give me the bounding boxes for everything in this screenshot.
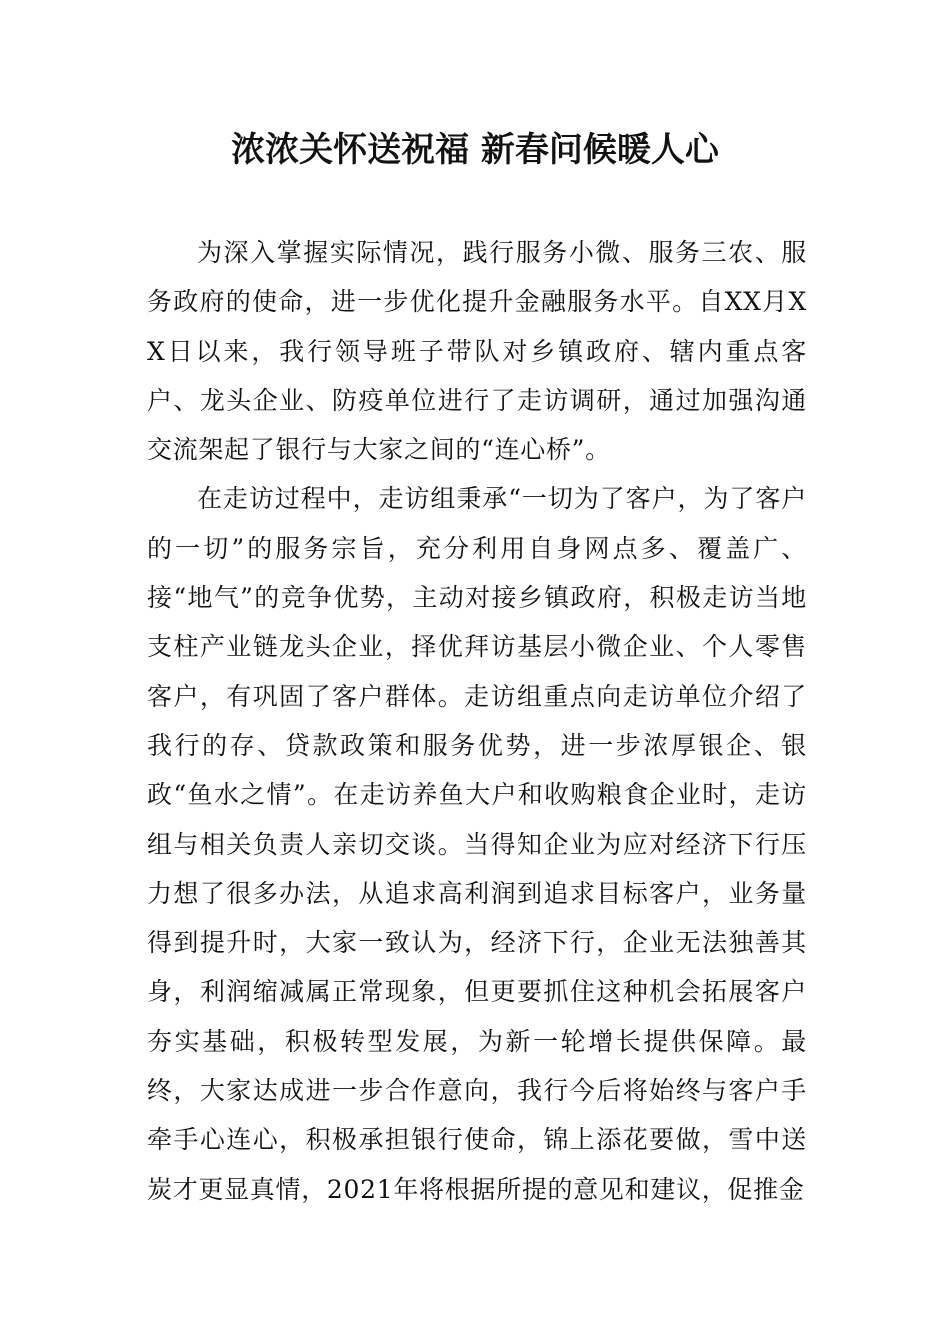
- document-title: 浓浓关怀送祝福 新春问候暖人心: [231, 130, 719, 170]
- document-body: [147, 228, 807, 1214]
- paragraph-1: 为深入掌握实际情况，践行服务小微、服务三农、服务政府的使命，进一步优化提升金融服务水平。自XX月XX日以来，我行领导班子带队对乡镇政府、辖内重点客户、龙头企业、防疫单位进行了走访调研，通过加强沟通交流架起了银行与大家之间的“连心桥”。: [147, 238, 807, 465]
- paragraph-2: 在走访过程中，走访组秉承“一切为了客户，为了客户的一切”的服务宗旨，充分利用自身网点多、覆盖广、接“地气”的竞争优势，主动对接乡镇政府，积极走访当地支柱产业链龙头企业，择优拜访基层小微企业、个人零售客户，有巩固了客户群体。走访组重点向走访单位介绍了我行的存、贷款政策和服务优势，进一步浓厚银企、银政“鱼水之情”。在走访养鱼大户和收购粮食企业时，走访组与相关负责人亲切交谈。当得知企业为应对经济下行压力想了很多办法，从追求高利润到追求目标客户，业务量得到提升时，大家一致认为，经济下行，企业无法独善其身，利润缩减属正常现象，但更要抓住这种机会拓展客户夯实基础，积极转型发展，为新一轮增长提供保障。最终，大家达成进一步合作意向，我行今后将始终与客户手牵手心连心，积极承担银行使命，锦上添花要做，雪中送炭才更显真情，2021年将根据所提的意见和建议，促推金: [147, 484, 807, 1204]
